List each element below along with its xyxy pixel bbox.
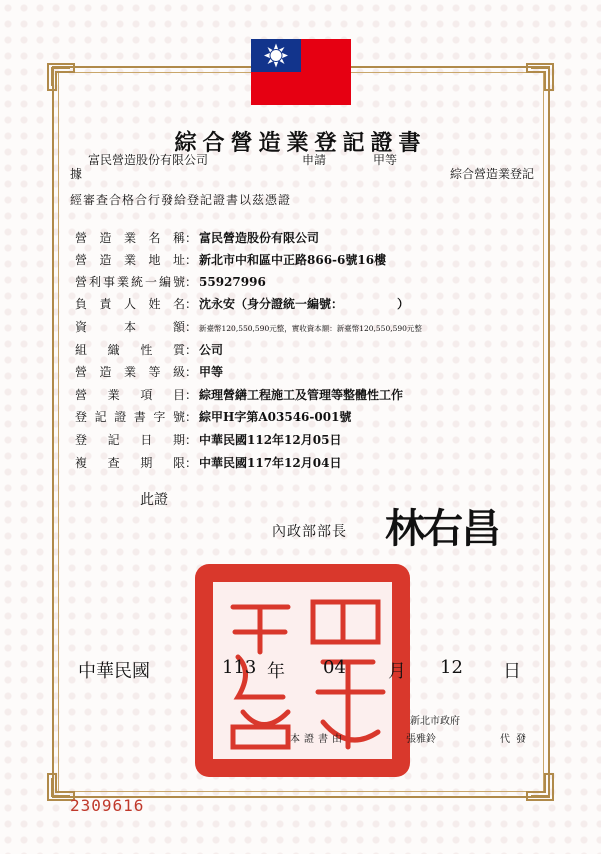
field-label: 營造業等級 [75, 365, 185, 379]
field-value: 沈永安（身分證統一編號： ） [199, 297, 410, 311]
field-row: 登記日期： 中華民國112年12月05日 [75, 433, 342, 447]
issuer-left-text: 本證書由 [290, 734, 346, 745]
issuer-person: 張雅鈴 [406, 734, 436, 745]
issue-date-day: 12 [440, 657, 463, 678]
issue-date-ri: 日 [503, 661, 521, 682]
header-company: 富民營造股份有限公司 [88, 153, 209, 167]
field-value: 55927996 [199, 275, 266, 289]
field-label: 營業項目 [75, 388, 185, 402]
field-row: 營造業等級： 甲等 [75, 365, 224, 379]
field-label: 登記證書字號 [75, 410, 185, 424]
serial-number: 2309616 [70, 796, 145, 815]
header-grade: 甲等 [373, 153, 398, 167]
field-value: 中華民國112年12月05日 [199, 433, 342, 447]
field-value: 甲等 [199, 365, 224, 379]
issue-date-nian: 年 [267, 661, 285, 682]
field-value: 公司 [199, 343, 224, 357]
minister-signature-icon: 林右昌 [385, 506, 499, 552]
field-row: 組織性質： 公司 [75, 343, 224, 357]
header-ju: 據 [70, 167, 83, 181]
field-row: 登記證書字號： 綜甲H字第A03546-001號 [75, 410, 352, 424]
frame-corner-ornament [523, 770, 557, 804]
issuing-government: 新北市政府 [410, 716, 460, 727]
issuer-right-text: 代發 [500, 734, 532, 745]
national-flag-icon [251, 39, 351, 105]
field-value: 綜甲H字第A03546-001號 [199, 410, 352, 424]
header-type: 綜合營造業登記 [450, 167, 535, 181]
field-row: 營造業地址： 新北市中和區中正路866-6號16樓 [75, 253, 387, 267]
field-label: 營造業名稱 [75, 231, 185, 245]
certify-text: 此證 [140, 492, 168, 508]
preamble-text: 經審查合格合行發給登記證書以茲憑證 [70, 193, 292, 207]
issue-date-month: 04 [323, 657, 346, 678]
issue-date-year: 113 [222, 657, 257, 678]
issue-date-era: 中華民國 [78, 661, 150, 682]
field-row: 資本額： 新臺幣120,550,590元整，實收資本額：新臺幣120,550,590元整 [75, 320, 422, 334]
field-value: 新臺幣120,550,590元整，實收資本額：新臺幣120,550,590元整 [199, 324, 422, 333]
header-shenqing: 申請 [302, 153, 327, 167]
field-label: 營利事業統一編號 [75, 275, 185, 289]
minister-title: 內政部部長 [272, 524, 347, 540]
field-value: 新北市中和區中正路866-6號16樓 [199, 253, 387, 267]
field-label: 負責人姓名 [75, 297, 185, 311]
frame-corner-ornament [44, 60, 78, 94]
field-row: 負責人姓名： 沈永安（身分證統一編號： ） [75, 297, 410, 311]
field-label: 登記日期 [75, 433, 185, 447]
field-label: 資本額 [75, 320, 185, 334]
issue-date-yue: 月 [388, 661, 406, 682]
field-value: 中華民國117年12月04日 [199, 456, 342, 470]
frame-corner-ornament [523, 60, 557, 94]
field-label: 營造業地址 [75, 253, 185, 267]
field-row: 營造業名稱： 富民營造股份有限公司 [75, 231, 320, 245]
field-row: 營利事業統一編號： 55927996 [75, 275, 266, 289]
field-row: 複查期限： 中華民國117年12月04日 [75, 456, 342, 470]
field-row: 營業項目： 綜理營繕工程施工及管理等整體性工作 [75, 388, 404, 402]
field-value: 綜理營繕工程施工及管理等整體性工作 [199, 388, 404, 402]
field-label: 組織性質 [75, 343, 185, 357]
field-value: 富民營造股份有限公司 [199, 231, 320, 245]
certificate-title: 綜合營造業登記證書 [174, 130, 427, 156]
field-label: 複查期限 [75, 456, 185, 470]
